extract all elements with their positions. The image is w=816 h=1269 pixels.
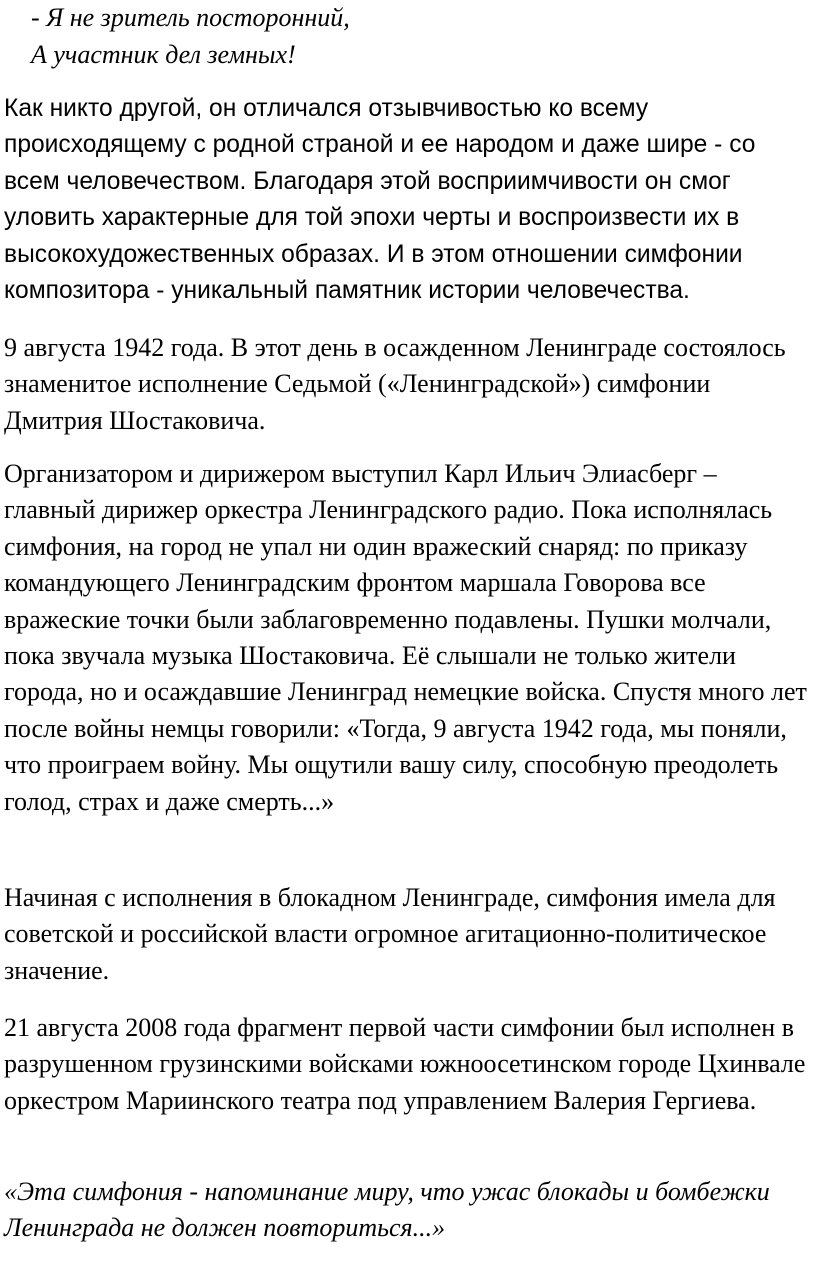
paragraph-august-9-1942: 9 августа 1942 года. В этот день в осажденном Ленинграде состоялось знаменитое исполнение Седьмой («Ленинградской») симфонии Дмитрия Шостаковича.: [4, 333, 786, 435]
closing-quote: «Эта симфония - напоминание миру, что ужас блокады и бомбежки Ленинграда не должен повториться...»: [4, 1177, 770, 1243]
paragraph-tskhinvali-2008: 21 августа 2008 года фрагмент первой части симфонии был исполнен в разрушенном грузинскими войсками южноосетинском городе Цхинвале оркестром Мариинского театра под управлением Валерия Гергиева.: [4, 1013, 806, 1115]
paragraph-responsiveness: Как никто другой, он отличался отзывчивостью ко всему происходящему с родной страной и ее народом и даже шире - со всем человечеством. Благодаря этой восприимчивости он смог уловить характерные для той эпохи черты и воспроизвести их в высокохудожественных образах. И в этом отношении симфонии композитора - уникальный памятник истории человечества.: [4, 95, 756, 305]
paragraph-political-significance: Начиная с исполнения в блокадном Ленинграде, симфония имела для советской и российской власти огромное агитационно-политическое значение.: [4, 883, 776, 985]
poem-line-2: А участник дел земных!: [31, 40, 296, 69]
poem-line-1: - Я не зритель посторонний,: [31, 3, 350, 32]
paragraph-eliasberg: Организатором и дирижером выступил Карл Ильич Элиасберг – главный дирижер оркестра Ленинградского радио. Пока исполнялась симфония, на город не упал ни один вражеский снаряд: по приказу командующего Ленинградским фронтом маршала Говорова все вражеские точки были заблаговременно подавлены. Пушки молчали, пока звучала музыка Шостаковича. Её слышали не только жители города, но и осаждавшие Ленинград немецкие войска. Спустя много лет после войны немцы говорили: «Тогда, 9 августа 1942 года, мы поняли, что проиграем войну. Мы ощутили вашу силу, способную преодолеть голод, страх и даже смерть...»: [4, 459, 807, 816]
